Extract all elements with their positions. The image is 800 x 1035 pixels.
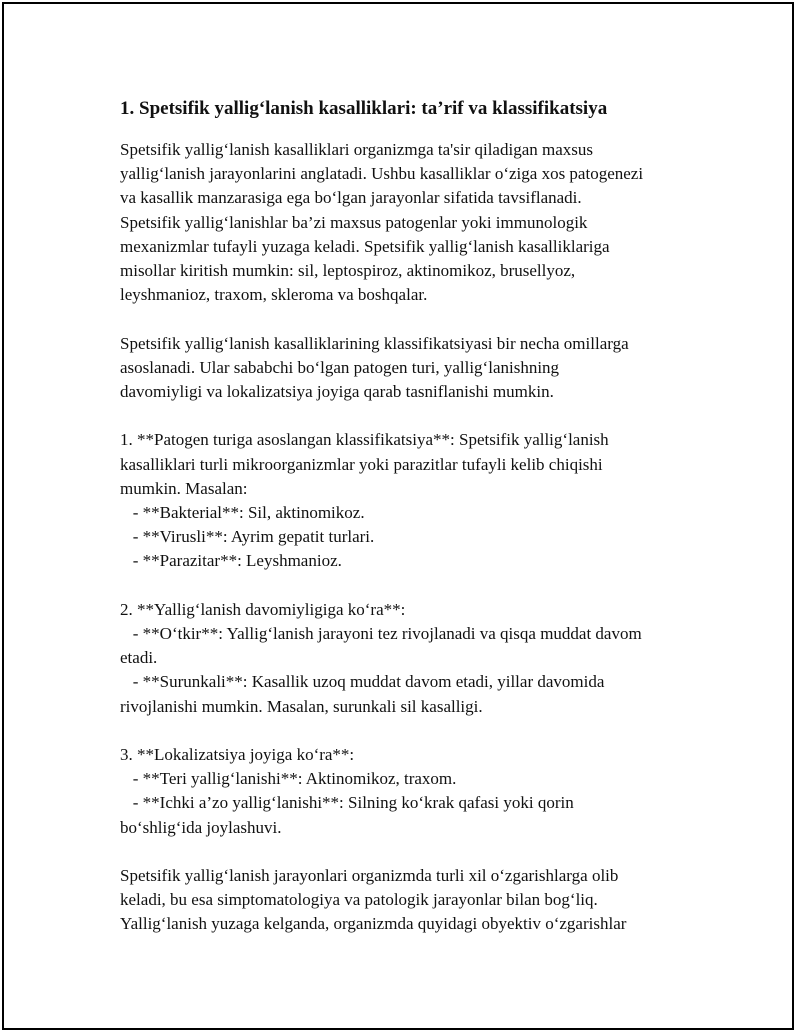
paragraph bbox=[120, 428, 690, 573]
text-line: Yallig‘lanish yuzaga kelganda, organizmda quyidagi obyektiv o‘zgarishlar bbox=[120, 914, 627, 934]
text-line: etadi. bbox=[120, 648, 158, 668]
text-line: 3. **Lokalizatsiya joyiga ko‘ra**: bbox=[120, 745, 355, 765]
text-line: Spetsifik yallig‘lanish kasalliklari organizmga ta'sir qiladigan maxsus bbox=[120, 140, 593, 159]
paragraph bbox=[120, 598, 690, 719]
text-line: leyshmanioz, traxom, skleroma va boshqalar. bbox=[120, 285, 428, 305]
text-line: Spetsifik yallig‘lanishlar ba’zi maxsus patogenlar yoki immunologik bbox=[120, 212, 588, 232]
text-line: Spetsifik yallig‘lanish kasalliklarining klassifikatsiyasi bir necha omillarga bbox=[120, 333, 629, 353]
text-line: - **Surunkali**: Kasallik uzoq muddat davom etadi, yillar davomida bbox=[120, 672, 605, 692]
document-body bbox=[120, 138, 690, 937]
document-content bbox=[120, 96, 690, 937]
text-line: davomiyligi va lokalizatsiya joyiga qarab tasniflanishi mumkin. bbox=[120, 382, 554, 402]
paragraph-gap bbox=[120, 840, 690, 864]
document-title: 1. Spetsifik yallig‘lanish kasalliklari: ta’rif va klassifikatsiya bbox=[120, 98, 608, 119]
paragraph bbox=[120, 332, 690, 405]
text-line: mumkin. Masalan: bbox=[120, 478, 248, 498]
text-line: misollar kiritish mumkin: sil, leptospiroz, aktinomikoz, brusellyoz, bbox=[120, 261, 576, 281]
text-line: - **Bakterial**: Sil, aktinomikoz. bbox=[120, 503, 365, 523]
text-line: 2. **Yallig‘lanish davomiyligiga ko‘ra**: bbox=[120, 599, 406, 619]
paragraph-gap bbox=[120, 574, 690, 598]
paragraph bbox=[120, 864, 690, 937]
text-line: - **Ichki a’zo yallig‘lanishi**: Silning ko‘krak qafasi yoki qorin bbox=[120, 793, 574, 813]
text-line: keladi, bu esa simptomatologiya va patologik jarayonlar bilan bog‘liq. bbox=[120, 890, 598, 910]
paragraph-gap bbox=[120, 404, 690, 428]
text-line: - **Virusli**: Ayrim gepatit turlari. bbox=[120, 527, 375, 547]
text-line: bo‘shlig‘ida joylashuvi. bbox=[120, 817, 282, 837]
text-line: yallig‘lanish jarayonlarini anglatadi. Ushbu kasalliklar o‘ziga xos patogenezi bbox=[120, 164, 644, 184]
text-line: rivojlanishi mumkin. Masalan, surunkali sil kasalligi. bbox=[120, 696, 483, 716]
paragraph bbox=[120, 743, 690, 840]
paragraph bbox=[120, 138, 690, 307]
text-line: - **Teri yallig‘lanishi**: Aktinomikoz, traxom. bbox=[120, 769, 457, 789]
text-line: va kasallik manzarasiga ega bo‘lgan jarayonlar sifatida tavsiflanadi. bbox=[120, 188, 582, 208]
text-line: asoslanadi. Ular sababchi bo‘lgan patogen turi, yallig‘lanishning bbox=[120, 357, 560, 377]
text-line: Spetsifik yallig‘lanish jarayonlari organizmda turli xil o‘zgarishlarga olib bbox=[120, 866, 619, 886]
text-line: - **Parazitar**: Leyshmanioz. bbox=[120, 551, 342, 571]
document-page bbox=[2, 2, 794, 1030]
paragraph-gap bbox=[120, 307, 690, 331]
text-line: kasalliklari turli mikroorganizmlar yoki parazitlar tufayli kelib chiqishi bbox=[120, 454, 603, 474]
text-line: - **O‘tkir**: Yallig‘lanish jarayoni tez rivojlanadi va qisqa muddat davom bbox=[120, 624, 642, 644]
paragraph-gap bbox=[120, 719, 690, 743]
text-line: mexanizmlar tufayli yuzaga keladi. Spetsifik yallig‘lanish kasalliklariga bbox=[120, 236, 610, 256]
text-line: 1. **Patogen turiga asoslangan klassifikatsiya**: Spetsifik yallig‘lanish bbox=[120, 430, 609, 450]
